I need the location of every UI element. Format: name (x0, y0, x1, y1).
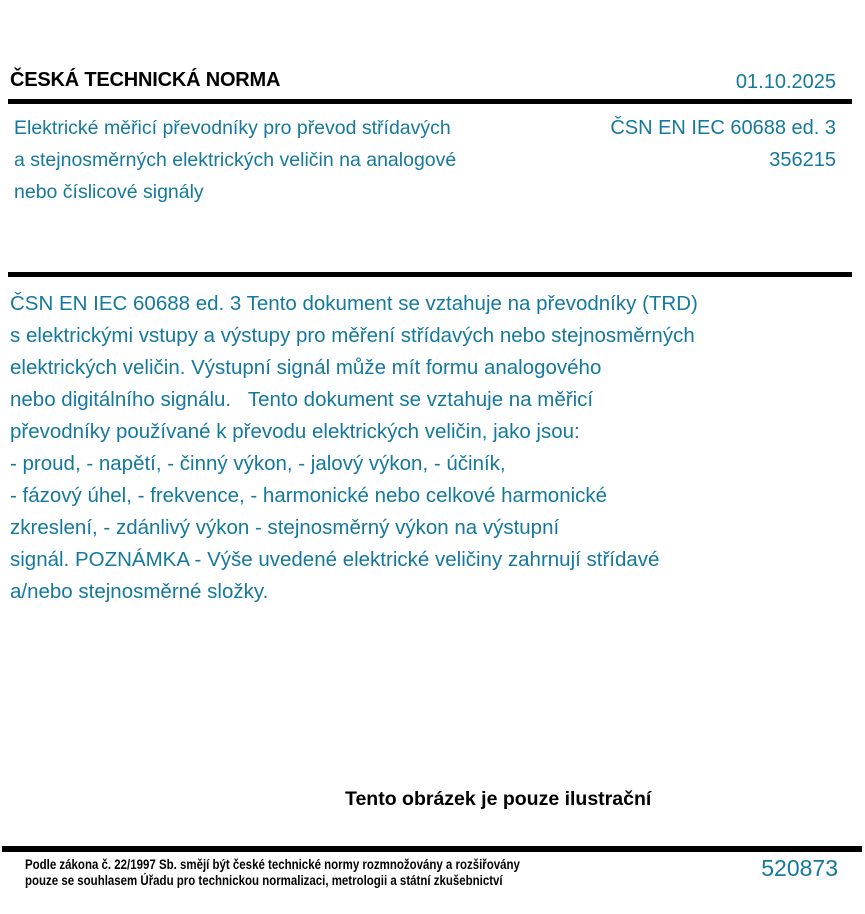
order-number: 520873 (761, 855, 838, 881)
abstract-line: s elektrickými vstupy a výstupy pro měření střídavých nebo stejnosměrných (10, 324, 695, 347)
standard-class-number: 356215 (769, 149, 836, 171)
publication-date: 01.10.2025 (735, 71, 836, 93)
header-divider (8, 99, 852, 104)
abstract-line: - fázový úhel, - frekvence, - harmonické nebo celkové harmonické (10, 484, 608, 507)
standard-title (14, 112, 456, 208)
footer-divider (2, 846, 862, 852)
page-title: ČESKÁ TECHNICKÁ NORMA (10, 69, 281, 91)
standard-title-line: Elektrické měřicí převodníky pro převod střídavých (14, 117, 451, 139)
abstract-line: elektrických veličin. Výstupní signál může mít formu analogového (10, 356, 602, 379)
abstract-line: ČSN EN IEC 60688 ed. 3 Tento dokument se vztahuje na převodníky (TRD) (10, 292, 698, 315)
footer-legal-line: Podle zákona č. 22/1997 Sb. smějí být české technické normy rozmnožovány a rozšiřovány (25, 857, 520, 872)
abstract-line: převodníky používané k převodu elektrických veličin, jako jsou: (10, 420, 580, 443)
abstract-line: zkreslení, - zdánlivý výkon - stejnosměrný výkon na výstupní (10, 516, 560, 539)
illustration-note: Tento obrázek je pouze ilustrační (345, 788, 652, 810)
abstract-line: nebo digitálního signálu. Tento dokument se vztahuje na měřicí (10, 388, 594, 411)
abstract-divider (8, 272, 852, 277)
standard-title-line: a stejnosměrných elektrických veličin na analogové (14, 149, 457, 171)
footer-legal-line: pouze se souhlasem Úřadu pro technickou normalizaci, metrologii a státní zkušebnictví (25, 872, 503, 888)
abstract-text (10, 288, 698, 608)
abstract-line: a/nebo stejnosměrné složky. (10, 580, 269, 603)
standard-reference (610, 112, 836, 176)
abstract-line: - proud, - napětí, - činný výkon, - jalový výkon, - účiník, (10, 452, 506, 475)
abstract-line: signál. POZNÁMKA - Výše uvedené elektrické veličiny zahrnují střídavé (10, 548, 660, 571)
footer-legal-text (25, 857, 607, 888)
standard-title-line: nebo číslicové signály (14, 181, 204, 203)
standard-designation: ČSN EN IEC 60688 ed. 3 (610, 117, 836, 139)
